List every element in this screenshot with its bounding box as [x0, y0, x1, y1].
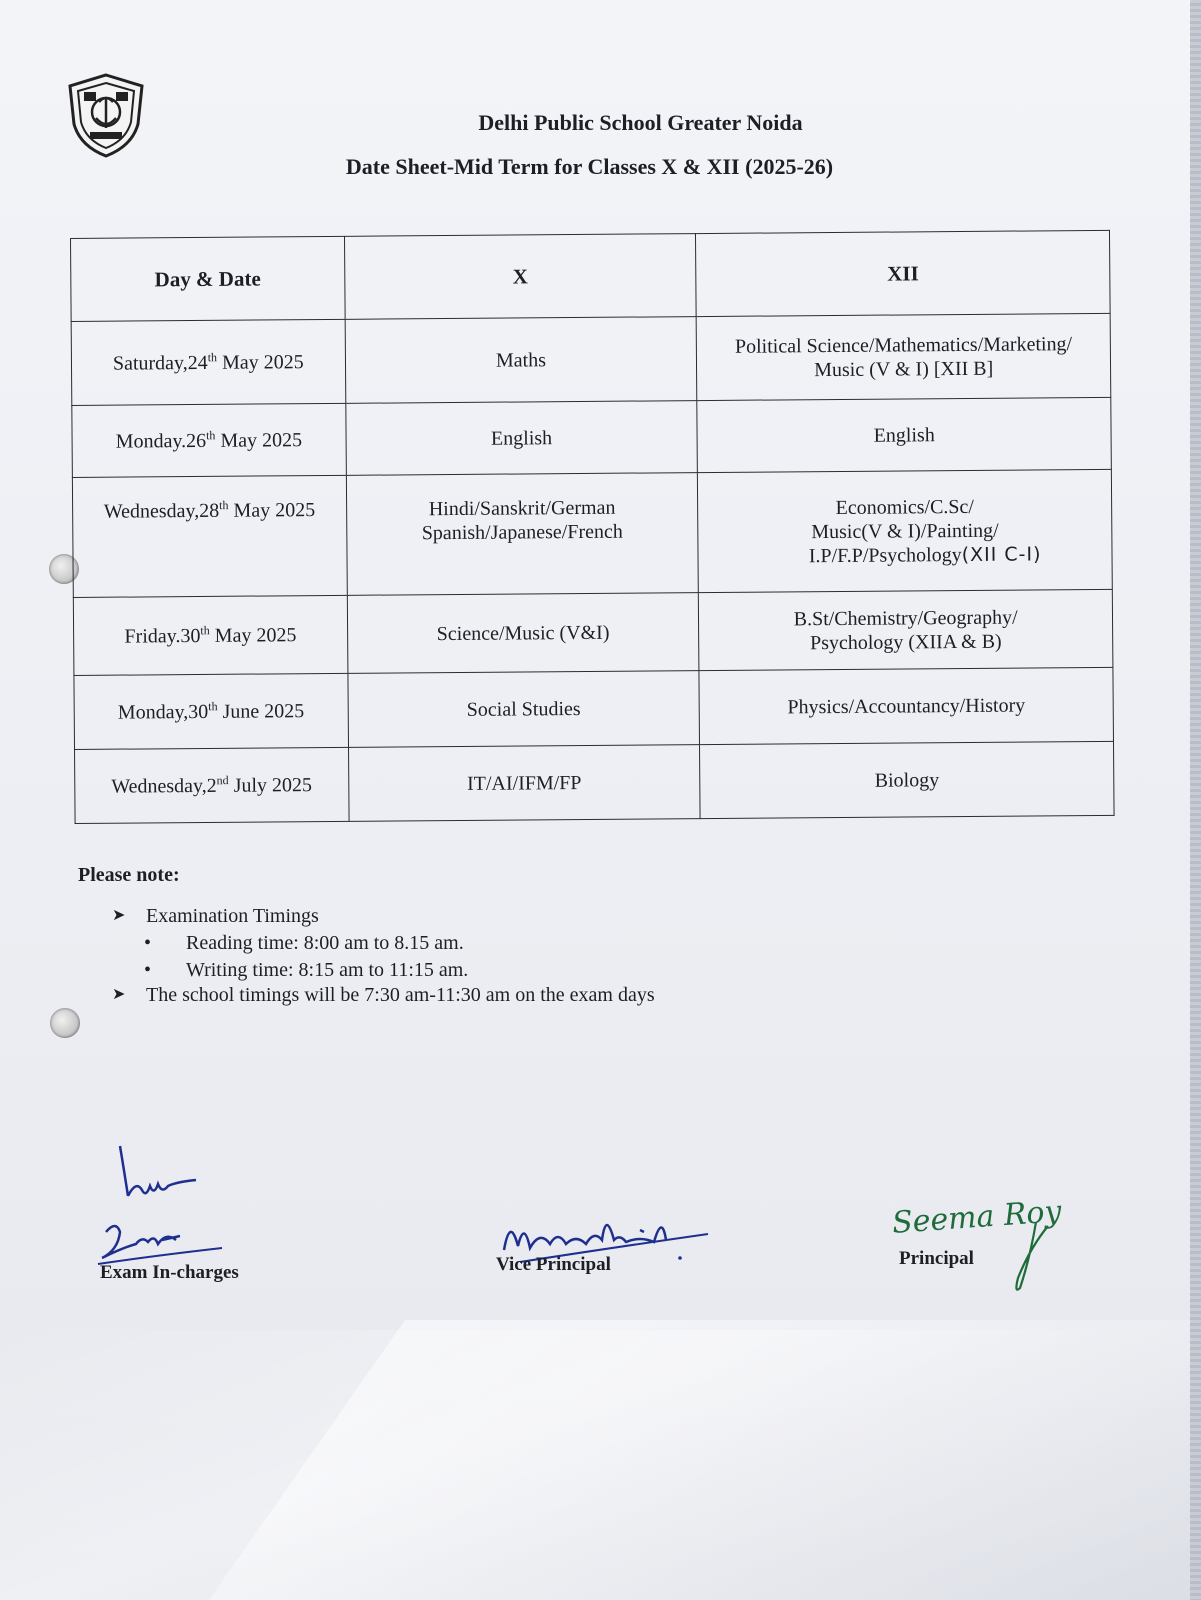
class-x-subject-cell: Maths: [345, 317, 697, 404]
bullet-icon: •: [144, 959, 152, 981]
vice-principal-label: Vice Principal: [496, 1254, 611, 1275]
page-title: Date Sheet-Mid Term for Classes X & XII (2025-26): [345, 154, 834, 179]
column-header-day-date: Day & Date: [71, 236, 345, 321]
column-header-class-x: X: [344, 234, 696, 320]
table-row: [72, 397, 1112, 477]
table-header-row: [71, 230, 1111, 321]
class-xii-subject-cell: Political Science/Mathematics/Marketing/ Music (V & I) [XII B]: [696, 313, 1110, 400]
exam-incharge-signatures: [92, 1140, 242, 1280]
table-row: [74, 667, 1114, 749]
list-item: ➤ Examination Timings: [112, 905, 319, 927]
class-xii-subject-cell: Economics/C.Sc/ Music(V & I)/Painting/ I.P/F.P/Psychology(XII C-I): [698, 469, 1113, 592]
column-header-class-xii: XII: [696, 230, 1110, 316]
notes-section: [78, 864, 655, 1007]
table-row: [75, 741, 1115, 823]
school-name: Delhi Public School Greater Noida: [478, 110, 803, 135]
class-x-subject-cell: Science/Music (V&I): [347, 593, 699, 674]
list-item: • Writing time: 8:15 am to 11:15 am.: [144, 959, 469, 981]
arrow-bullet-icon: ➤: [112, 986, 126, 1003]
table-row: [72, 469, 1112, 597]
class-xii-subject-cell: B.St/Chemistry/Geography/ Psychology (XIIA & B): [699, 589, 1113, 670]
principal-signature: Seema Roy: [890, 1194, 1063, 1241]
date-cell: Wednesday,2nd July 2025: [75, 747, 349, 823]
date-cell: Monday.26th May 2025: [72, 403, 346, 477]
date-cell: Wednesday,28th May 2025: [72, 475, 347, 597]
handwritten-note: (XII C-I): [961, 542, 1042, 566]
bullet-icon: •: [144, 932, 152, 954]
class-xii-subject-cell: Biology: [700, 741, 1114, 818]
punch-hole: [50, 1008, 80, 1038]
list-item: • Reading time: 8:00 am to 8.15 am.: [144, 932, 464, 954]
date-cell: Saturday,24th May 2025: [71, 319, 345, 405]
notes-heading: Please note:: [78, 864, 180, 886]
class-x-subject-cell: Hindi/Sanskrit/German Spanish/Japanese/French: [346, 473, 699, 596]
table-row: [71, 313, 1111, 405]
table-row: [73, 589, 1113, 675]
paper-shadow: [0, 1330, 1190, 1600]
page-edge: [1190, 0, 1201, 1600]
date-cell: Friday.30th May 2025: [73, 595, 347, 675]
date-cell: Monday,30th June 2025: [74, 673, 348, 749]
class-x-subject-cell: Social Studies: [348, 671, 700, 748]
class-x-subject-cell: IT/AI/IFM/FP: [348, 745, 700, 822]
class-xii-subject-cell: English: [697, 397, 1111, 472]
class-xii-subject-cell: Physics/Accountancy/History: [699, 667, 1113, 744]
arrow-bullet-icon: ➤: [112, 907, 126, 924]
exam-incharges-label: Exam In-charges: [100, 1262, 239, 1283]
date-sheet-table: [70, 230, 1115, 824]
signature-flourish: [1000, 1218, 1060, 1298]
class-x-subject-cell: English: [345, 401, 697, 476]
principal-label: Principal: [899, 1248, 974, 1269]
list-item: ➤ The school timings will be 7:30 am-11:30 am on the exam days: [112, 984, 655, 1006]
